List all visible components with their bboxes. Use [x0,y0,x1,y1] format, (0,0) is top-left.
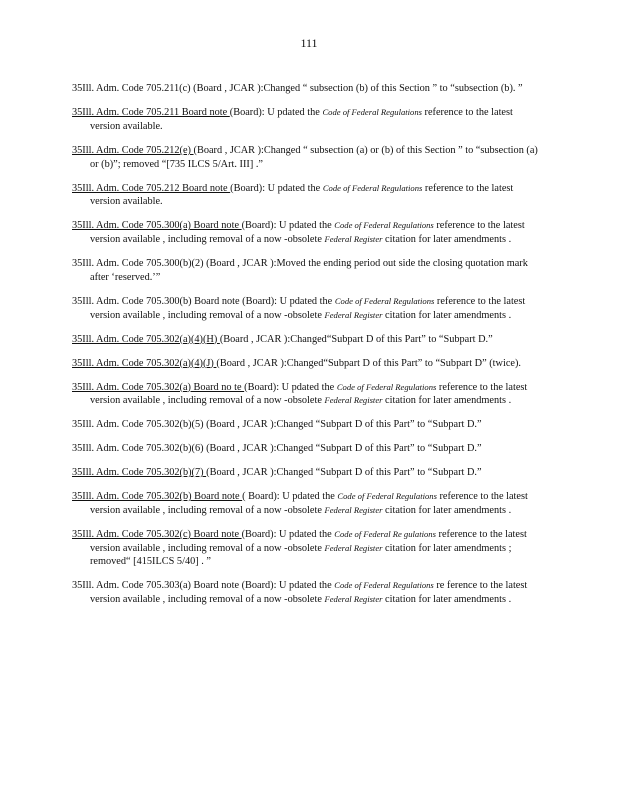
amendment-entry [72,528,542,569]
entry-text: (Board , JCAR ):Changed“Subpart D of this Part” to “Subpart D.” [219,333,493,345]
entry-text: citation for later amendments . [382,594,512,606]
italic-reference: Code of Federal Regulations [322,182,423,193]
entry-text: 35Ill. Adm. Code 705.302(b)(6) (Board , JCAR ):Changed “Subpart D of this Part” to “Subpart D.” [72,443,482,455]
entry-text: reference to the latest version available. [90,107,513,132]
section-citation: 35Ill. Adm. Code 705.302(a)(4)(H) [72,333,220,345]
entry-text: (Board , JCAR ):Changed “Subpart D of this Part” to “Subpart D.” [206,467,482,479]
amendment-entry [72,182,542,209]
section-citation: 35Ill. Adm. Code 705.212(e) [72,145,194,156]
italic-reference: Code of Federal Re gulations [334,528,436,539]
entry-text: (Board): U pdated the [241,220,335,232]
entry-text: reference to the latest version available , including removal of a now -obsolete [90,295,526,321]
amendment-entry [72,257,542,284]
entry-text: 35Ill. Adm. Code 705.300(b)(2) (Board , JCAR ):Moved the ending period out side the closing quotation mark after ‘reserved.’” [72,258,528,283]
amendment-entry [72,442,542,456]
italic-reference: Federal Register [324,395,383,406]
section-citation: 35Ill. Adm. Code 705.302(a) Board no te [72,381,245,393]
section-citation: 35Ill. Adm. Code 705.302(b) Board note [72,491,243,503]
entry-text: reference to the latest version available , including removal of a now -obsolete [90,528,527,554]
amendment-entry [72,295,542,322]
entry-text: (Board): U pdated the [241,528,335,540]
entry-text: citation for later amendments . [382,309,512,321]
amendment-entry [72,219,542,246]
section-citation: 35Ill. Adm. Code 705.302(a)(4)(J) [72,357,217,369]
section-citation: 35Ill. Adm. Code 705.212 Board note [72,182,231,194]
amendment-entry [72,333,542,347]
entry-text: (Board): U pdated the [244,381,337,393]
italic-reference: Federal Register [324,594,383,605]
italic-reference: Code of Federal Regulations [337,491,437,502]
section-citation: 35Ill. Adm. Code 705.302(c) Board note [72,528,242,540]
amendment-list [72,72,542,613]
entry-text: reference to the latest version available. [90,182,514,208]
italic-reference: Code of Federal Regulations [336,381,437,392]
entry-text: reference to the latest version available , including removal of a now -obsolete [90,381,528,407]
entry-text: citation for later amendments . [382,234,512,246]
italic-reference: Federal Register [324,309,383,320]
amendment-entry [72,144,542,171]
entry-text: ( Board): U pdated the [242,491,338,503]
section-citation: 35Ill. Adm. Code 705.302(b)(7) [72,467,207,479]
italic-reference: Code of Federal Regulations [334,295,435,306]
italic-reference: Federal Register [324,542,383,553]
italic-reference: Federal Register [324,504,383,515]
italic-reference: Federal Register [324,234,383,245]
amendment-entry [72,82,542,96]
entry-text: 35Ill. Adm. Code 705.211(c) (Board , JCAR ):Changed “ subsection (b) of this Section ” to “subsection (b). ” [72,83,523,95]
amendment-entry [72,357,542,371]
entry-text: reference to the latest version available , including removal of a now -obsolete [90,220,525,246]
section-citation: 35Ill. Adm. Code 705.211 Board note [72,107,230,119]
entry-text: 35Ill. Adm. Code 705.302(b)(5) (Board , JCAR ):Changed “Subpart D of this Part” to “Subpart D.” [72,419,482,431]
amendment-entry [72,490,542,517]
amendment-entry [72,579,542,606]
page-number: 111 [300,36,318,50]
entry-text: citation for later amendments . [382,395,512,407]
entry-text: (Board): U pdated the [230,182,323,194]
entry-text: (Board): U pdated the [229,107,323,119]
italic-reference: Code of Federal Regulations [334,220,434,231]
amendment-entry [72,466,542,480]
amendment-entry [72,106,542,133]
italic-reference: Code of Federal Regulations [334,580,434,591]
entry-text: citation for later amendments ; removed“ [415ILCS 5/40] . ” [90,542,512,568]
entry-text: (Board , JCAR ):Changed “ subsection (a) or (b) of this Section ” to “subsection (a) or (b)”; removed “[735 ILCS 5/Art. III] .” [90,145,538,170]
entry-text: 35Ill. Adm. Code 705.303(a) Board note (Board): U pdated the [72,580,335,592]
entry-text: reference to the latest version available , including removal of a now -obsolete [90,491,528,516]
entry-text: (Board , JCAR ):Changed“Subpart D of this Part” to “Subpart D” (twice). [216,357,521,369]
entry-text: citation for later amendments . [382,504,512,516]
amendment-entry [72,381,542,408]
entry-text: 35Ill. Adm. Code 705.300(b) Board note (Board): U pdated the [72,295,335,307]
amendment-entry [72,418,542,432]
section-citation: 35Ill. Adm. Code 705.300(a) Board note [72,220,242,232]
entry-text: re ference to the latest version available , including removal of a now -obsolete [90,580,528,606]
italic-reference: Code of Federal Regulations [322,107,422,118]
